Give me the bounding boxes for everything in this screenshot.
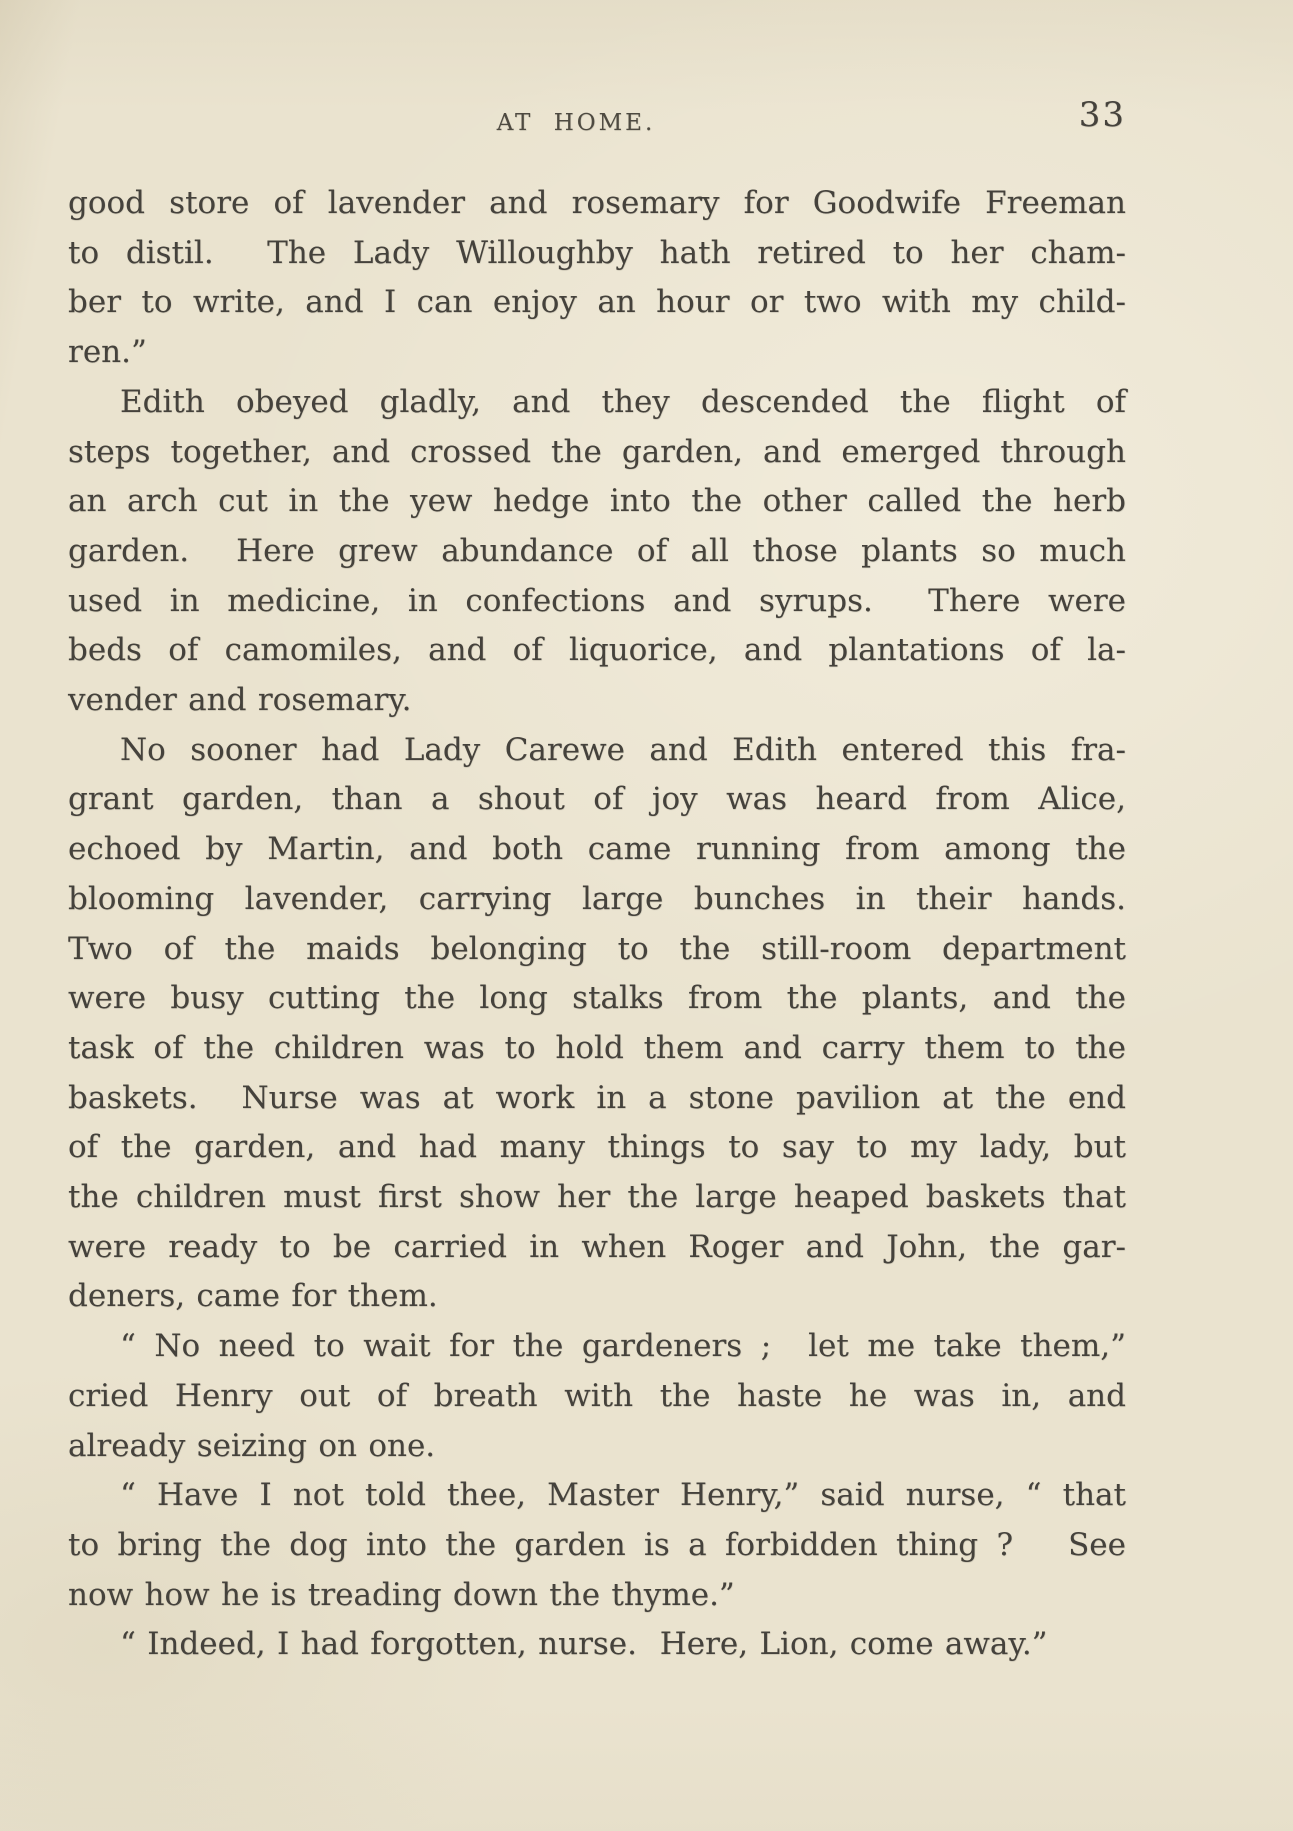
- page-number: 33: [1078, 95, 1126, 135]
- text-line: “ Have I not told thee, Master Henry,” said nurse, “ that: [120, 1477, 1126, 1514]
- text-line: “ No need to wait for the gardeners ; let me take them,”: [120, 1328, 1126, 1365]
- text-line: an arch cut in the yew hedge into the other called the herb: [68, 483, 1126, 520]
- text-line: deners, came for them.: [68, 1278, 438, 1315]
- text-line: echoed by Martin, and both came running from among the: [68, 831, 1126, 868]
- text-line: used in medicine, in confections and syrups. There were: [68, 582, 1126, 619]
- text-line: task of the children was to hold them and carry them to the: [68, 1029, 1126, 1066]
- text-line: garden. Here grew abundance of all those plants so much: [68, 532, 1126, 569]
- text-line: steps together, and crossed the garden, and emerged through: [68, 433, 1126, 470]
- paragraph: [68, 1620, 1126, 1670]
- text-line: were busy cutting the long stalks from the plants, and the: [68, 980, 1126, 1017]
- text-line: already seizing on one.: [68, 1427, 436, 1464]
- running-header: [68, 92, 1126, 138]
- text-line: vender and rosemary.: [68, 682, 412, 719]
- text-line: blooming lavender, carrying large bunches in their hands.: [68, 880, 1126, 917]
- paragraph: [68, 179, 1126, 378]
- text-line: Edith obeyed gladly, and they descended the flight of: [120, 383, 1126, 420]
- text-line: to distil. The Lady Willoughby hath retired to her cham-: [68, 234, 1126, 271]
- text-line: to bring the dog into the garden is a forbidden thing ? See: [68, 1526, 1126, 1563]
- text-line: cried Henry out of breath with the haste he was in, and: [68, 1377, 1126, 1414]
- text-line: ber to write, and I can enjoy an hour or two with my child-: [68, 284, 1126, 321]
- text-line: “ Indeed, I had forgotten, nurse. Here, Lion, come away.”: [120, 1626, 1048, 1663]
- paragraph: [68, 1322, 1126, 1471]
- text-line: now how he is treading down the thyme.”: [68, 1576, 735, 1613]
- text-line: the children must first show her the large heaped baskets that: [68, 1179, 1126, 1216]
- text-line: baskets. Nurse was at work in a stone pavilion at the end: [68, 1079, 1126, 1116]
- text-line: good store of lavender and rosemary for Goodwife Freeman: [68, 185, 1126, 221]
- paragraph: [68, 726, 1126, 1322]
- text-line: grant garden, than a shout of joy was heard from Alice,: [68, 781, 1126, 818]
- text-line: beds of camomiles, and of liquorice, and plantations of la-: [68, 632, 1126, 669]
- paragraph: [68, 1471, 1126, 1620]
- text-block: [68, 179, 1126, 1670]
- chapter-title: AT HOME.: [496, 110, 656, 136]
- paragraph: [68, 378, 1126, 726]
- text-line: Two of the maids belonging to the still-room department: [68, 930, 1126, 967]
- text-line: No sooner had Lady Carewe and Edith entered this fra-: [120, 731, 1126, 768]
- text-line: of the garden, and had many things to say to my lady, but: [68, 1129, 1126, 1166]
- text-line: were ready to be carried in when Roger and John, the gar-: [68, 1228, 1126, 1265]
- text-line: ren.”: [68, 334, 147, 371]
